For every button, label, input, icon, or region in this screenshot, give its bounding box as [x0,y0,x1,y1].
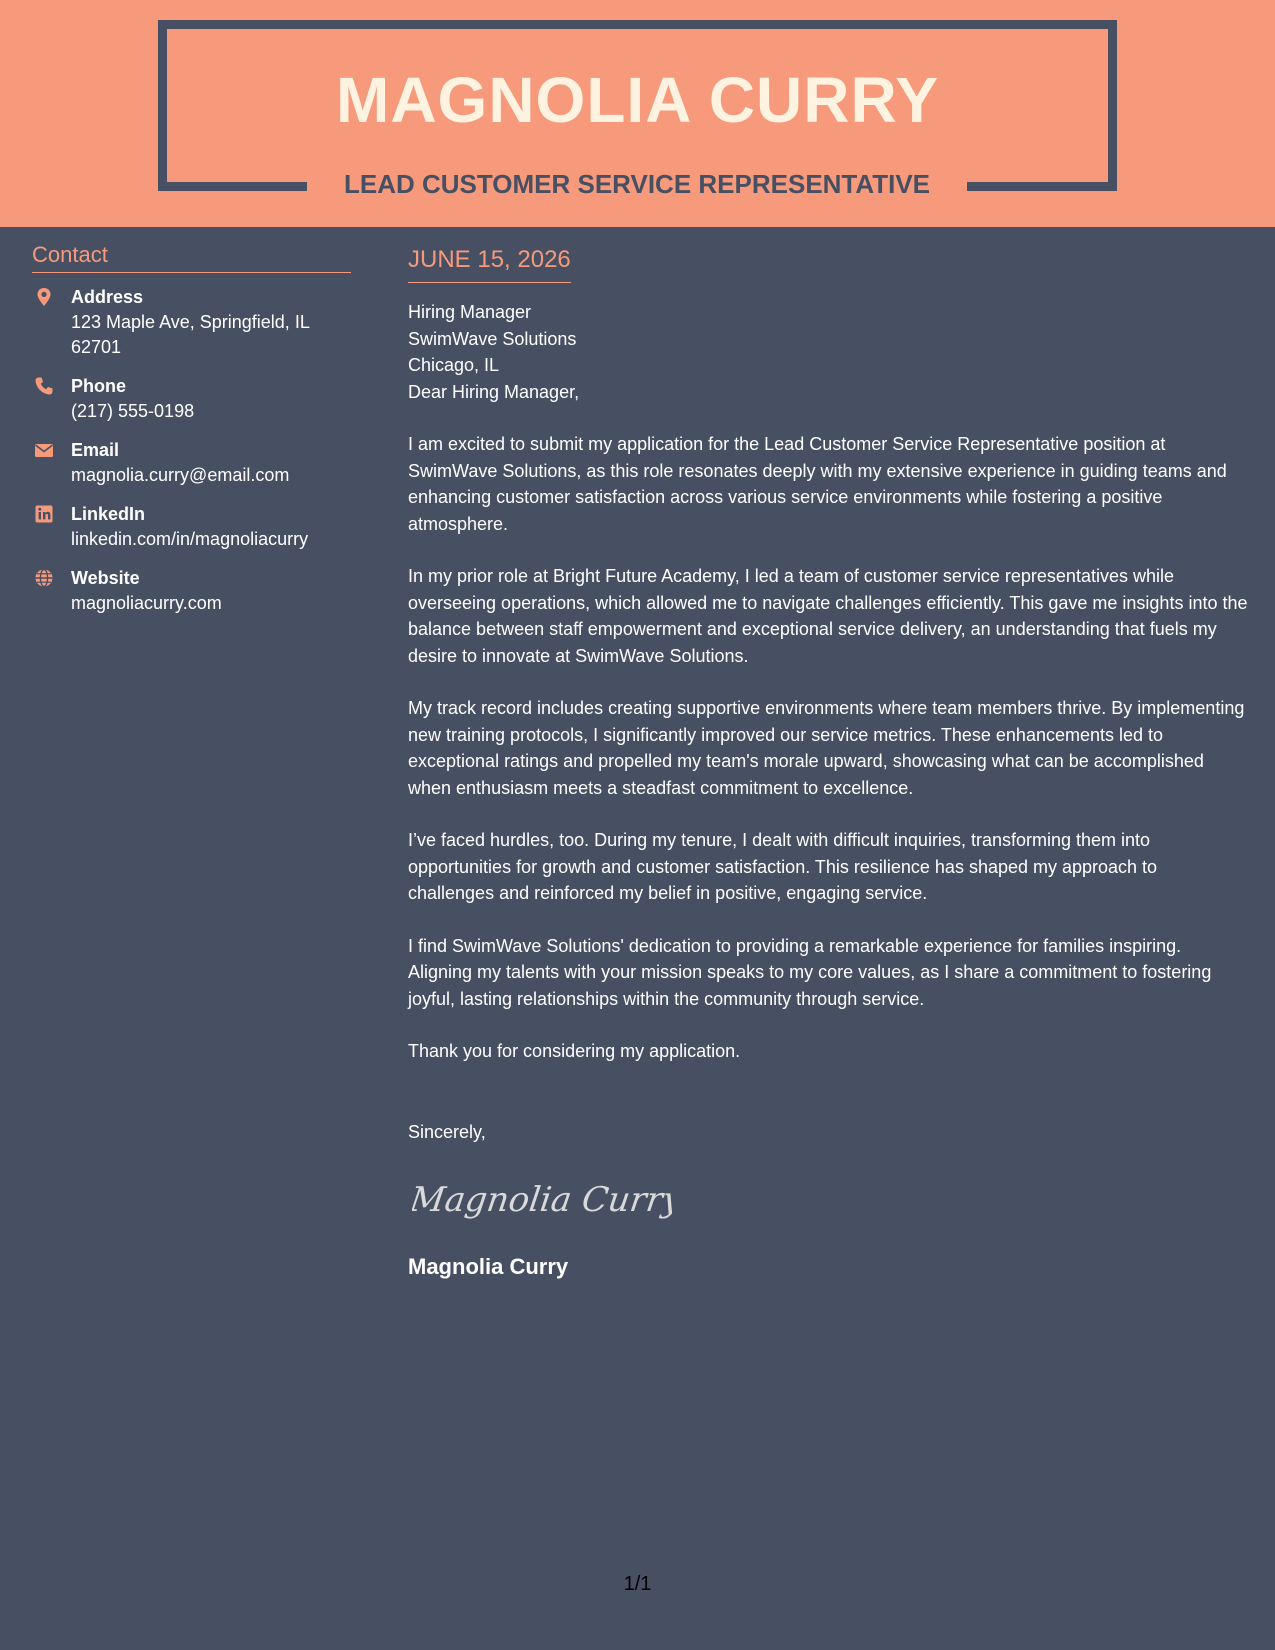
linkedin-value: linkedin.com/in/magnoliacurry [71,529,309,549]
contact-item-linkedin [32,502,351,552]
header-frame-bottom-right [967,182,1117,191]
header-frame-bottom-left [158,182,307,191]
contact-item-website [32,566,351,616]
signature-graphic [412,1173,672,1225]
header-banner [0,0,1275,227]
letter-paragraph: My track record includes creating supportive environments where team members thrive. By implementing new training protocols, I significantly improved our service metrics. These enhancements led to exceptional ratings and propelled my team's morale upward, showcasing what can be accomplished when enthusiasm meets a steadfast commitment to excellence. [408,698,1245,798]
svg-text:Magnolia Curry: Magnolia Curry [412,1180,672,1220]
letter-body [408,244,1248,1282]
page-number: 1/1 [623,1573,652,1595]
letter-paragraph: In my prior role at Bright Future Academy, I led a team of customer service representatives while overseeing operations, which allowed me to navigate challenges efficiently. This gave me insights into the balance between staff empowerment and exceptional service delivery, an understanding that fuels my desire to innovate at SwimWave Solutions. [408,566,1248,666]
contact-list [32,285,351,616]
map-pin-icon [34,287,54,307]
job-title: LEAD CUSTOMER SERVICE REPRESENTATIVE [343,169,931,199]
website-value: magnoliacurry.com [71,593,222,613]
signature-image [412,1173,1248,1230]
contact-item-address [32,285,351,360]
contact-label: Website [71,568,140,588]
contact-label: Address [71,287,144,307]
address-value: 123 Maple Ave, Springfield, IL 62701 [71,312,310,357]
signed-name: Magnolia Curry [408,1254,569,1279]
letter-date: JUNE 15, 2026 [408,244,571,283]
letter-paragraph: I’ve faced hurdles, too. During my tenure, I dealt with difficult inquiries, transforming them into opportunities for growth and customer satisfaction. This resilience has shaped my approach to challenges and reinforced my belief in positive, engaging service. [408,830,1158,903]
letter-paragraph: I am excited to submit my application for the Lead Customer Service Representative position at SwimWave Solutions, as this role resonates deeply with my extensive experience in guiding teams and enhancing customer satisfaction across various service environments while fostering a positive atmosphere. [408,434,1227,534]
linkedin-icon [34,504,54,524]
letter-text [408,379,1248,1065]
contact-sidebar [32,240,351,630]
phone-icon [34,376,54,396]
letter-paragraph: I find SwimWave Solutions' dedication to providing a remarkable experience for families inspiring. Aligning my talents with your mission speaks to my core values, as I share a commitment to fostering joyful, lasting relationships within the community through service. [408,935,1212,1009]
globe-icon [34,568,54,588]
contact-item-email [32,438,351,488]
closing: Sincerely, [408,1121,486,1142]
email-value: magnolia.curry@email.com [71,465,290,485]
contact-label: Email [71,440,120,460]
applicant-name: MAGNOLIA CURRY [336,64,939,136]
recipient-line: SwimWave Solutions [408,328,577,349]
contact-heading: Contact [32,240,351,273]
recipient-line: Chicago, IL [408,355,500,375]
contact-label: Phone [71,376,127,396]
recipient-line: Hiring Manager [408,302,532,322]
letter-paragraph: Thank you for considering my application. [408,1041,741,1061]
envelope-icon [34,440,54,460]
contact-item-phone [32,374,351,424]
phone-value: (217) 555-0198 [71,401,195,421]
recipient-block [408,299,1248,379]
salutation: Dear Hiring Manager, [408,381,580,402]
contact-label: LinkedIn [71,504,146,524]
